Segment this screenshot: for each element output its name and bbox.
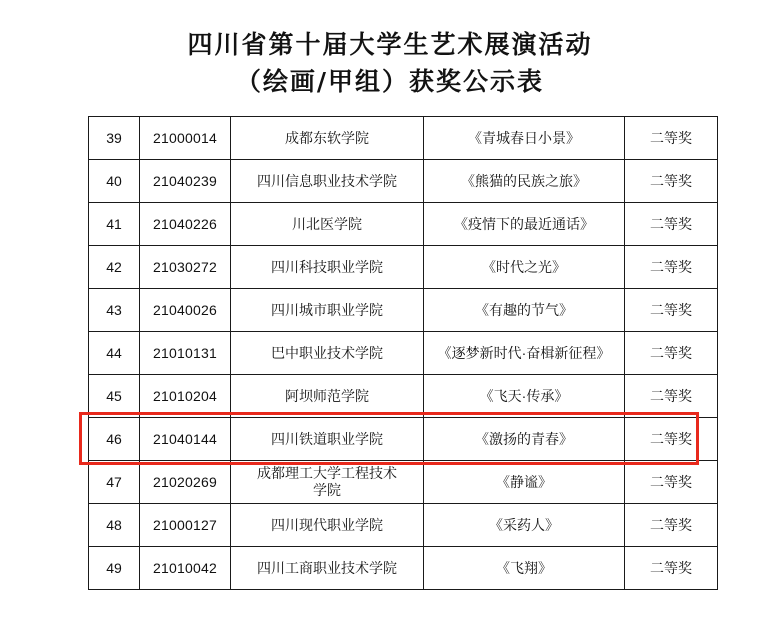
cell-work-title: 《激扬的青春》: [424, 418, 625, 461]
cell-school: 阿坝师范学院: [231, 375, 424, 418]
cell-code: 21020269: [140, 461, 231, 504]
cell-work-title: 《疫情下的最近通话》: [424, 203, 625, 246]
cell-prize: 二等奖: [625, 461, 718, 504]
table-row: [89, 246, 718, 289]
table-row: [89, 504, 718, 547]
cell-prize: 二等奖: [625, 246, 718, 289]
cell-school: 四川工商职业技术学院: [231, 547, 424, 590]
cell-code: 21010131: [140, 332, 231, 375]
cell-serial-number: 39: [89, 117, 140, 160]
cell-work-title: 《逐梦新时代·奋楫新征程》: [424, 332, 625, 375]
cell-school: 四川现代职业学院: [231, 504, 424, 547]
title-line-1: 四川省第十届大学生艺术展演活动: [187, 30, 593, 59]
cell-code: 21040144: [140, 418, 231, 461]
cell-work-title: 《采药人》: [424, 504, 625, 547]
cell-serial-number: 48: [89, 504, 140, 547]
cell-code: 21010204: [140, 375, 231, 418]
cell-work-title: 《有趣的节气》: [424, 289, 625, 332]
cell-prize: 二等奖: [625, 375, 718, 418]
award-table: [88, 116, 718, 590]
cell-school: 四川科技职业学院: [231, 246, 424, 289]
cell-school: 四川铁道职业学院: [231, 418, 424, 461]
cell-school: 巴中职业技术学院: [231, 332, 424, 375]
cell-serial-number: 42: [89, 246, 140, 289]
document-title: [0, 0, 780, 100]
table-row: [89, 375, 718, 418]
cell-serial-number: 44: [89, 332, 140, 375]
table-row: [89, 461, 718, 504]
award-table-container: [88, 116, 692, 590]
cell-school-line-2: 学院: [313, 482, 341, 498]
cell-prize: 二等奖: [625, 203, 718, 246]
cell-code: 21010042: [140, 547, 231, 590]
cell-code: 21000127: [140, 504, 231, 547]
table-row: [89, 203, 718, 246]
cell-work-title: 《熊猫的民族之旅》: [424, 160, 625, 203]
cell-work-title: 《青城春日小景》: [424, 117, 625, 160]
cell-serial-number: 43: [89, 289, 140, 332]
cell-school: 四川信息职业技术学院: [231, 160, 424, 203]
table-row: [89, 547, 718, 590]
cell-prize: 二等奖: [625, 160, 718, 203]
cell-school: 川北医学院: [231, 203, 424, 246]
cell-work-title: 《飞翔》: [424, 547, 625, 590]
cell-school-line-1: 成都理工大学工程技术: [257, 465, 397, 481]
cell-serial-number: 46: [89, 418, 140, 461]
table-row: [89, 418, 718, 461]
title-line-2: （绘画/甲组）获奖公示表: [235, 67, 545, 96]
cell-serial-number: 41: [89, 203, 140, 246]
cell-school: 成都东软学院: [231, 117, 424, 160]
cell-school: [231, 461, 424, 504]
cell-work-title: 《时代之光》: [424, 246, 625, 289]
cell-prize: 二等奖: [625, 117, 718, 160]
cell-prize: 二等奖: [625, 289, 718, 332]
cell-prize: 二等奖: [625, 332, 718, 375]
cell-serial-number: 47: [89, 461, 140, 504]
cell-serial-number: 40: [89, 160, 140, 203]
cell-school: 四川城市职业学院: [231, 289, 424, 332]
cell-work-title: 《静谧》: [424, 461, 625, 504]
table-row: [89, 160, 718, 203]
cell-serial-number: 49: [89, 547, 140, 590]
cell-prize: 二等奖: [625, 418, 718, 461]
cell-prize: 二等奖: [625, 504, 718, 547]
table-row: [89, 117, 718, 160]
cell-prize: 二等奖: [625, 547, 718, 590]
table-row: [89, 332, 718, 375]
cell-serial-number: 45: [89, 375, 140, 418]
cell-code: 21040026: [140, 289, 231, 332]
cell-code: 21030272: [140, 246, 231, 289]
cell-code: 21000014: [140, 117, 231, 160]
table-row: [89, 289, 718, 332]
cell-code: 21040226: [140, 203, 231, 246]
cell-work-title: 《飞天·传承》: [424, 375, 625, 418]
cell-code: 21040239: [140, 160, 231, 203]
